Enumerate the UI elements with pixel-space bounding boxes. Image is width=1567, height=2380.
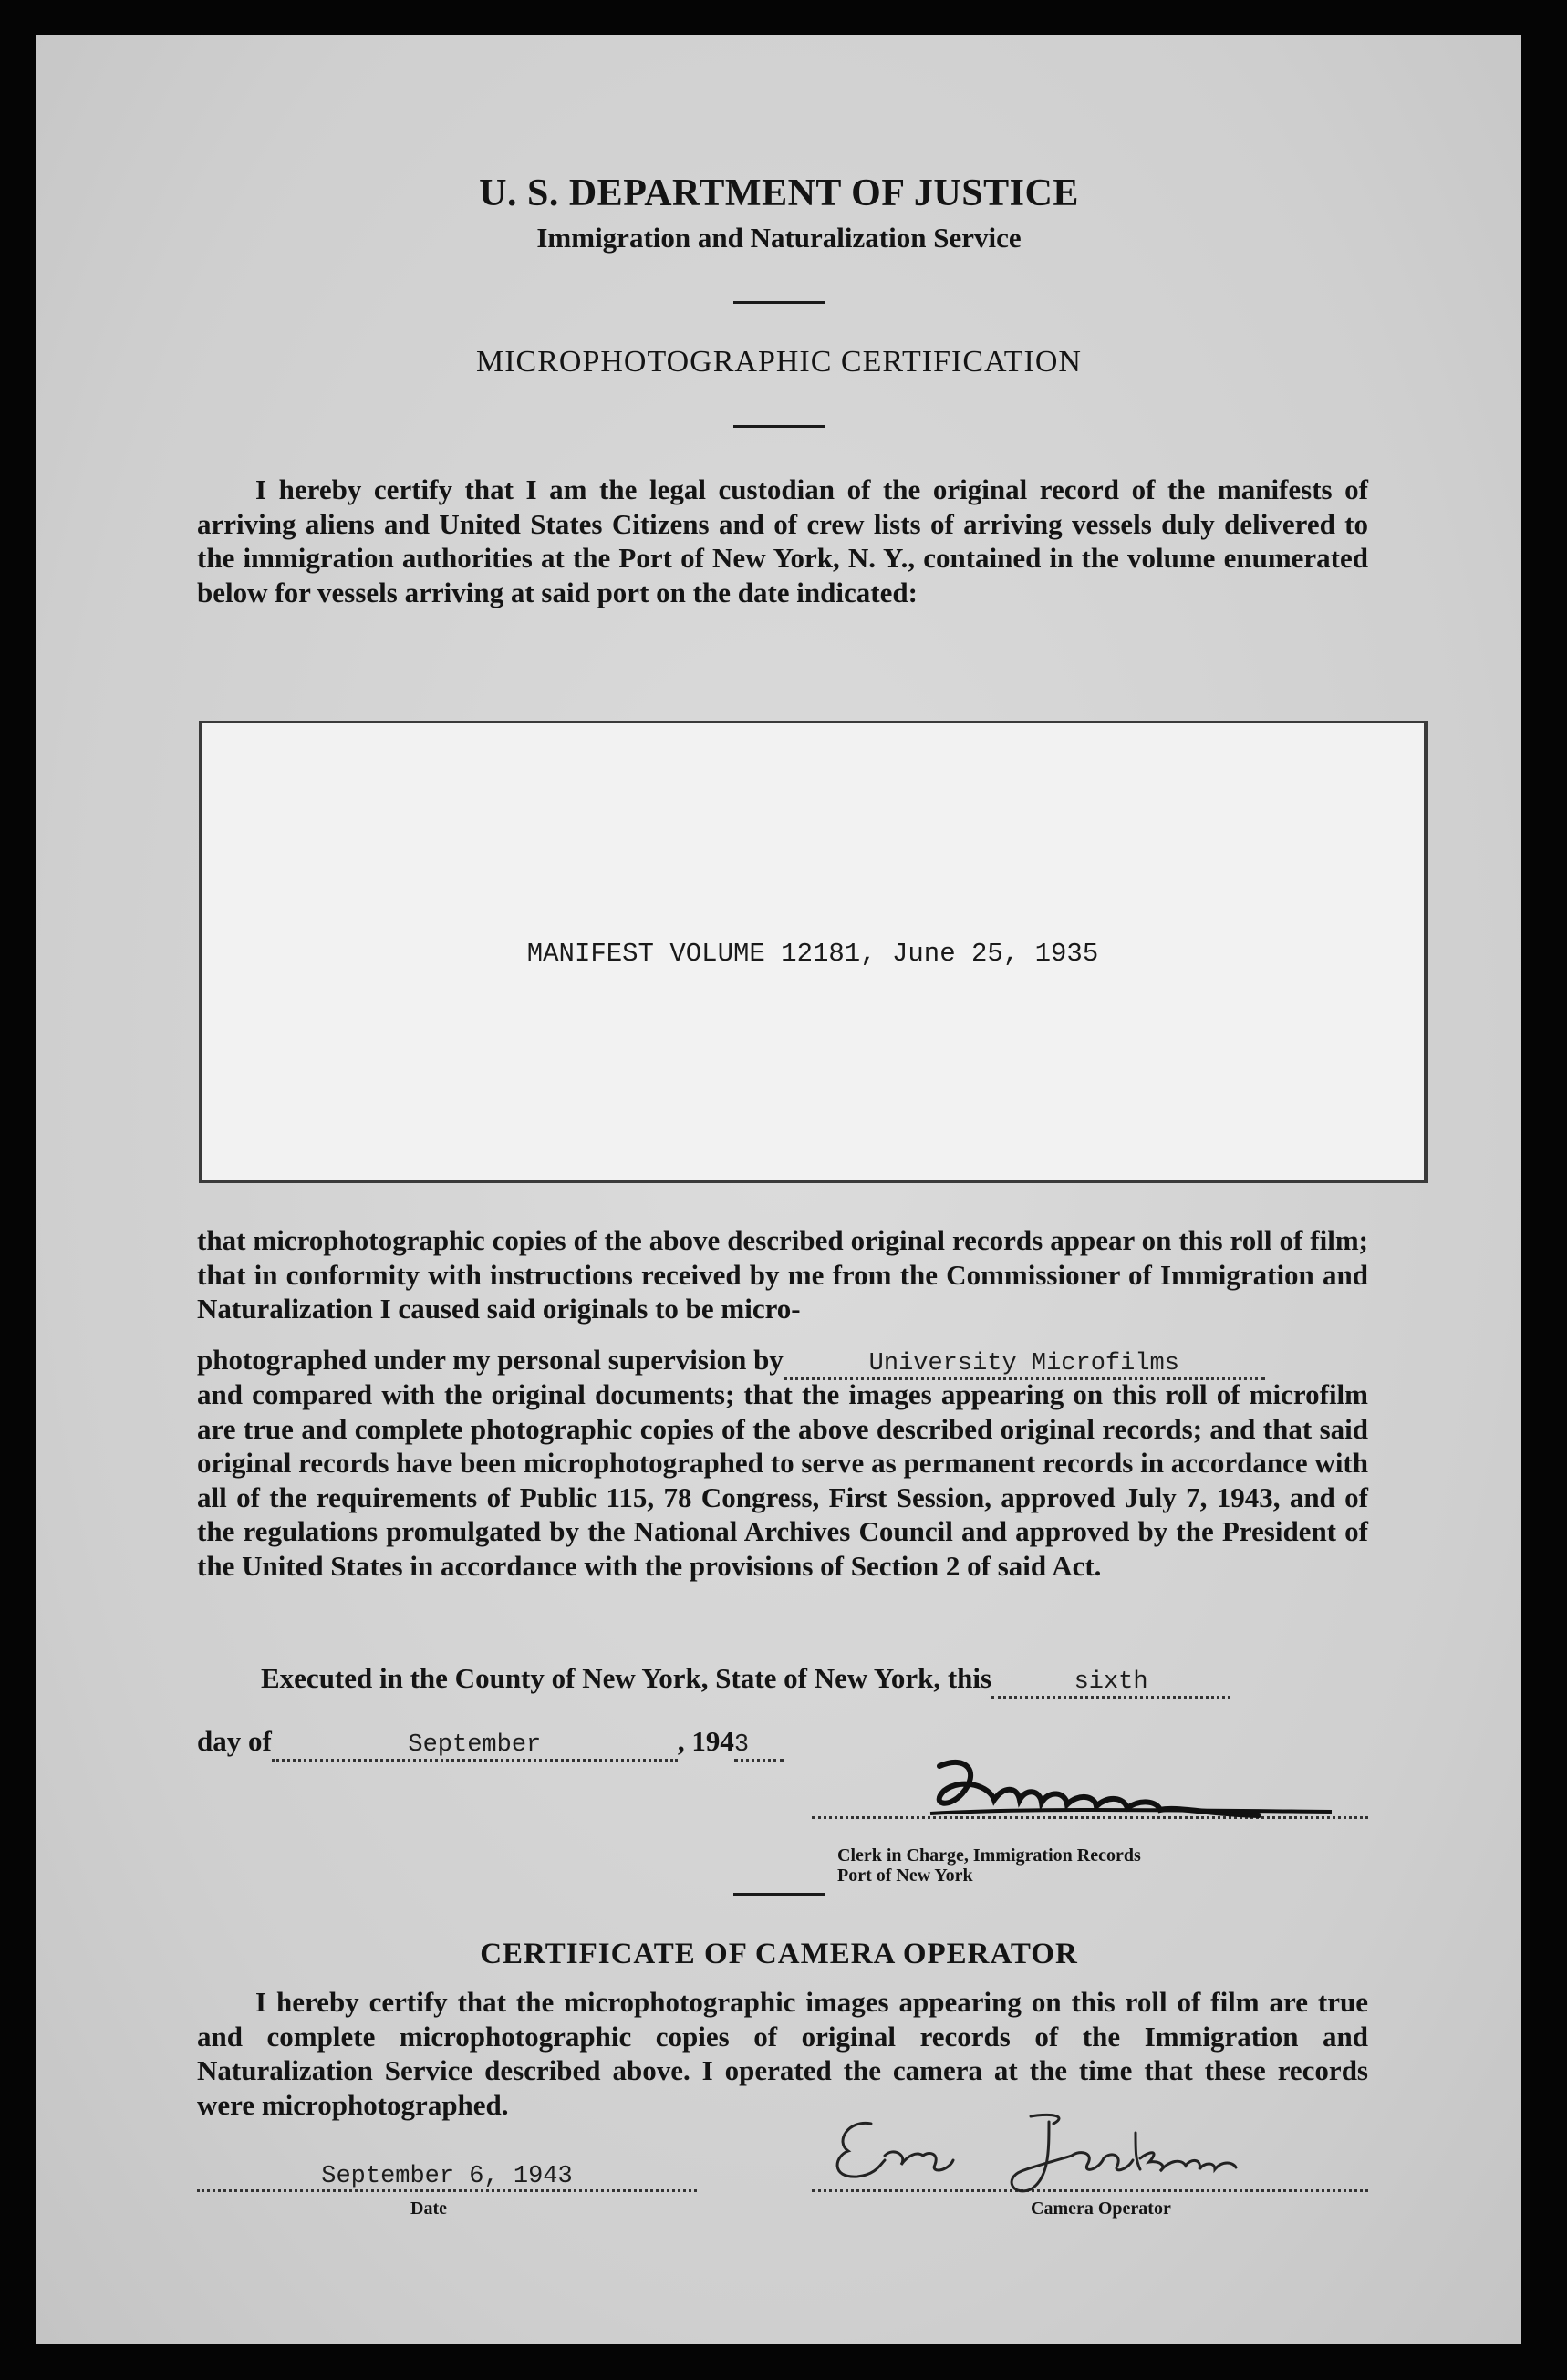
department-heading: U. S. DEPARTMENT OF JUSTICE <box>479 172 1079 214</box>
month-field: September <box>272 1731 678 1762</box>
certificate-page <box>36 35 1521 2344</box>
executed-prefix: Executed in the County of New York, State of New York, this <box>261 1662 992 1694</box>
year-prefix: , 194 <box>677 1725 734 1757</box>
clerk-title-line2: Port of New York <box>837 1866 973 1886</box>
clerk-title-line1: Clerk in Charge, Immigration Records <box>837 1845 1141 1866</box>
custodian-paragraph: I hereby certify that I am the legal custodian of the original record of the manifests of arriving aliens and United States Citizens and of crew lists of arriving vessels duly delivered to the immigration authorities at the Port of New York, N. Y., contained in the volume enumerated below for vessels arriving at said port on the date indicated: <box>197 473 1368 608</box>
supervision-line <box>197 1344 1368 1380</box>
supervision-prefix: photographed under my personal supervision by <box>197 1344 784 1376</box>
manifest-volume-box <box>199 721 1428 1183</box>
operator-signature <box>821 2105 1259 2206</box>
day-of-line <box>197 1725 784 1762</box>
microphotograph-paragraph-start: that microphotographic copies of the above described original records appear on this roll of film; that in conformity with instructions received by me from the Commissioner of Immigration and Naturalization I caused said originals to be micro- <box>197 1224 1368 1325</box>
camera-operator-paragraph: I hereby certify that the microphotographic images appearing on this roll of film are true and complete microphotographic copies of original records of the Immigration and Naturalization Service described above. I operated the camera at the time that these records were microphotographed. <box>197 1986 1368 2121</box>
service-subheading: Immigration and Naturalization Service <box>536 222 1022 254</box>
date-label: Date <box>410 2198 447 2219</box>
divider <box>733 425 825 428</box>
certification-title: MICROPHOTOGRAPHIC CERTIFICATION <box>475 345 1082 379</box>
clerk-signature <box>912 1750 1341 1832</box>
date-field: September 6, 1943 <box>321 2163 573 2190</box>
camera-operator-title: CERTIFICATE OF CAMERA OPERATOR <box>480 1938 1078 1970</box>
year-digit-field: 3 <box>734 1731 784 1762</box>
executed-line <box>261 1662 1230 1699</box>
microphotograph-paragraph-end: and compared with the original documents; that the images appearing on this roll of microfilm are true and complete photographic copies of the above described original records; and that said original records have been microphotographed to serve as permanent records in accordance with all of the requirements of Public 115, 78 Congress, First Session, approved July 7, 1943, and of the regulations promulgated by the National Archives Council and approved by the President of the United States in accordance with the provisions of Section 2 of said Act. <box>197 1378 1368 1582</box>
date-line <box>197 2153 697 2192</box>
supervision-by-field: University Microfilms <box>784 1350 1265 1380</box>
day-of-label: day of <box>197 1725 272 1757</box>
divider <box>733 1893 825 1896</box>
manifest-volume-text: MANIFEST VOLUME 12181, June 25, 1935 <box>526 939 1099 969</box>
executed-day-field: sixth <box>991 1668 1230 1699</box>
camera-operator-label: Camera Operator <box>1031 2198 1171 2219</box>
divider <box>733 301 825 304</box>
